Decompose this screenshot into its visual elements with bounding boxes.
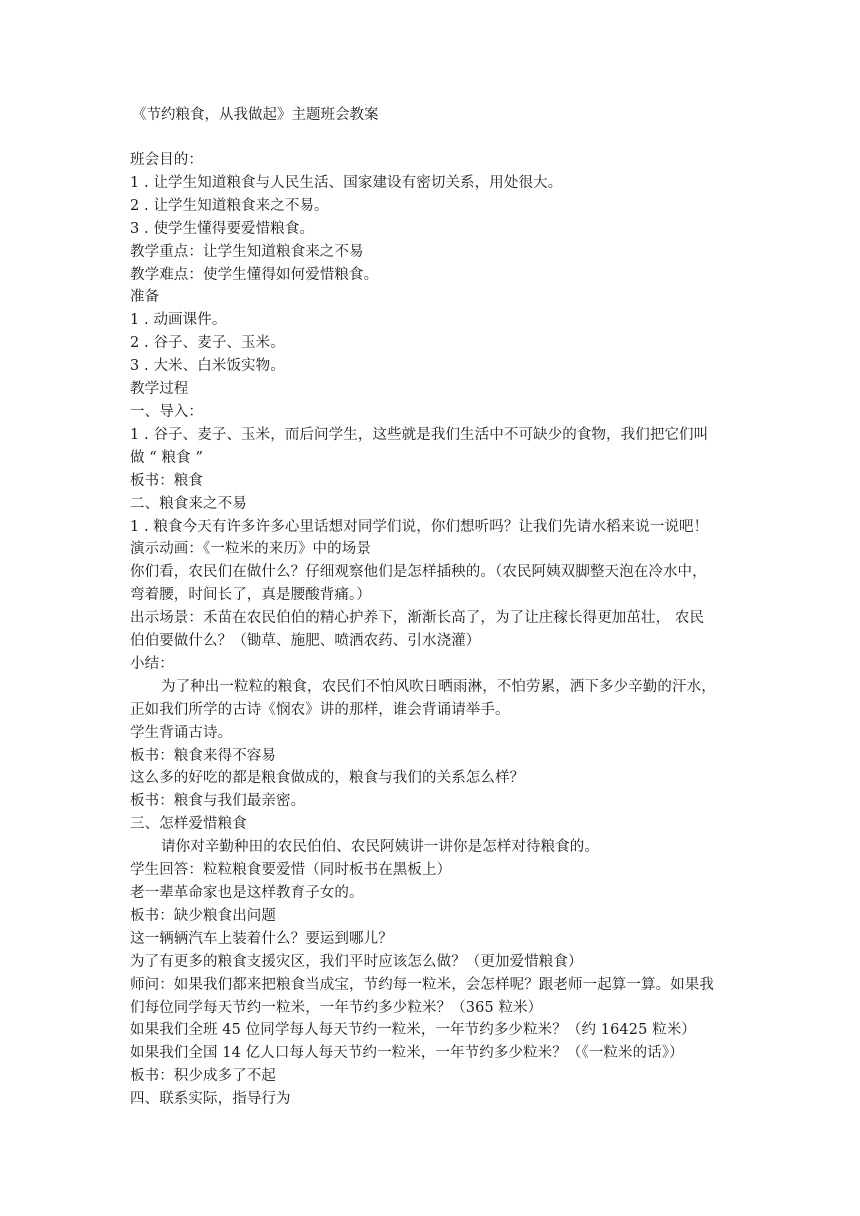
text-line: 三、怎样爱惜粮食	[130, 816, 247, 833]
text-line: 板书：缺少粮食出问题	[130, 907, 276, 924]
text-line: 1 . 动画课件。	[130, 312, 227, 329]
text-line: 3 . 大米、白米饭实物。	[130, 358, 285, 375]
text-line: 教学过程	[130, 381, 189, 398]
text-line: 为了种出一粒粒的粮食，农民们不怕风吹日晒雨淋，不怕劳累，洒下多少辛勤的汗水，	[161, 678, 716, 695]
text-line: 一、导入：	[130, 403, 203, 420]
text-line: 准备	[130, 289, 160, 306]
text-line: 们每位同学每天节约一粒米，一年节约多少粒米？（365 粒米）	[130, 999, 543, 1016]
text-line: 正如我们所学的古诗《悯农》讲的那样，谁会背诵请举手。	[130, 701, 510, 718]
text-line: 这一辆辆汽车上装着什么？要运到哪儿？	[130, 930, 393, 947]
text-line: 弯着腰，时间长了，真是腰酸背痛。）	[130, 587, 371, 604]
text-line: 小结：	[130, 655, 174, 672]
text-line: 班会目的：	[130, 152, 203, 168]
text-line: 二、粮食来之不易	[130, 495, 247, 512]
text-line: 老一辈革命家也是这样教育子女的。	[130, 885, 364, 901]
text-line: 1 . 让学生知道粮食与人民生活、国家建设有密切关系，用处很大。	[130, 174, 563, 191]
text-line: 学生背诵古诗。	[130, 724, 233, 741]
text-line: 1 . 谷子、麦子、玉米，而后问学生，这些就是我们生活中不可缺少的食物，我们把它们叫	[130, 426, 709, 443]
text-line: 为了有更多的粮食支援灾区，我们平时应该怎么做？（更加爱惜粮食）	[130, 953, 583, 970]
text-line: 2 . 让学生知道粮食来之不易。	[130, 197, 329, 214]
text-line: 师问：如果我们都来把粮食当成宝，节约每一粒米，会怎样呢？跟老师一起算一算。如果我	[130, 976, 714, 993]
text-line: 伯伯要做什么？（锄草、施肥、喷洒农药、引水浇灌）	[130, 633, 481, 650]
text-line: 教学重点：让学生知道粮食来之不易	[130, 243, 364, 260]
text-line: 如果我们全国 14 亿人口每人每天节约一粒米，一年节约多少粒米？（《一粒米的话》）	[130, 1045, 684, 1062]
text-line: 出示场景：禾苗在农民伯伯的精心护养下，渐渐长高了，为了让庄稼长得更加茁壮， 农民	[130, 610, 705, 627]
text-line: 四、联系实际，指导行为	[130, 1091, 291, 1108]
text-line: 板书：积少成多了不起	[130, 1068, 276, 1085]
text-line: 2 . 谷子、麦子、玉米。	[130, 335, 285, 352]
text-line: 如果我们全班 45 位同学每人每天节约一粒米，一年节约多少粒米？（约 16425 粒米）	[130, 1022, 696, 1039]
text-line: 请你对辛勤种田的农民伯伯、农民阿姨讲一讲你是怎样对待粮食的。	[161, 839, 599, 856]
text-line: 你们看，农民们在做什么？仔细观察他们是怎样插秧的。（农民阿姨双脚整天泡在冷水中，	[130, 564, 707, 581]
text-line: 板书：粮食与我们最亲密。	[130, 793, 306, 810]
text-line: 3 . 使学生懂得要爱惜粮食。	[130, 220, 315, 237]
text-line: 教学难点：使学生懂得如何爱惜粮食。	[130, 266, 379, 283]
text-line: 1 . 粮食今天有许多许多心里话想对同学们说，你们想听吗？让我们先请水稻来说一说吧！	[130, 518, 709, 535]
text-line: 做 “ 粮食 ”	[130, 449, 203, 466]
text-line: 演示动画：《一粒米的来历》中的场景	[130, 541, 371, 558]
text-line: 这么多的好吃的都是粮食做成的，粮食与我们的关系怎么样？	[130, 770, 525, 787]
text-line: 板书：粮食来得不容易	[130, 747, 276, 764]
text-line: 学生回答：粒粒粮食要爱惜（同时板书在黑板上）	[130, 862, 452, 879]
document-body	[130, 149, 736, 1111]
document-title: 《节约粮食，从我做起》主题班会教案	[132, 107, 379, 123]
text-line: 板书：粮食	[130, 472, 203, 489]
